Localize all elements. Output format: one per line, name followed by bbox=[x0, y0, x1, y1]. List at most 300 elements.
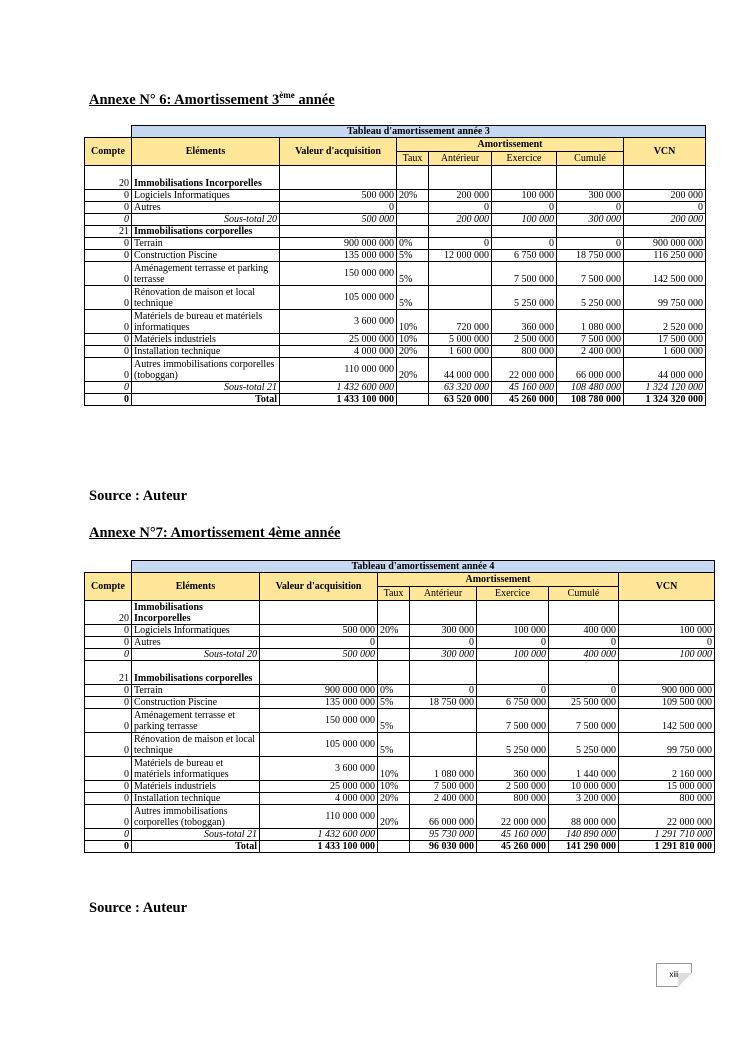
cell-exercice: 22 000 000 bbox=[492, 358, 557, 382]
cell-valeur: 110 000 000 bbox=[280, 358, 397, 382]
cell-cumule: 300 000 bbox=[557, 190, 624, 202]
cell-cumule: 3 200 000 bbox=[549, 793, 619, 805]
cell-taux: 5% bbox=[378, 697, 410, 709]
cell-compte: 0 bbox=[85, 697, 132, 709]
cell-anterieur: 0 bbox=[410, 637, 477, 649]
cell-exercice: 7 500 000 bbox=[477, 709, 549, 733]
cell-valeur: 900 000 000 bbox=[260, 685, 378, 697]
header-elements: Eléments bbox=[132, 573, 260, 601]
cell-compte: 0 bbox=[85, 334, 132, 346]
table-row bbox=[85, 286, 706, 310]
cell-cumule bbox=[557, 226, 624, 238]
cell-vcn bbox=[619, 601, 715, 625]
table-title: Tableau d'amortissement année 3 bbox=[132, 126, 706, 138]
cell-anterieur: 5 000 000 bbox=[429, 334, 492, 346]
cell-cumule: 0 bbox=[549, 685, 619, 697]
cell-vcn: 1 291 810 000 bbox=[619, 841, 715, 853]
table-row bbox=[85, 793, 715, 805]
cell-element: Autres immobilisations corporelles (toboggan) bbox=[132, 358, 280, 382]
cell-vcn: 100 000 bbox=[619, 649, 715, 661]
cell-element: Matériels industriels bbox=[132, 334, 280, 346]
cell-vcn: 200 000 bbox=[624, 190, 706, 202]
cell-vcn: 900 000 000 bbox=[619, 685, 715, 697]
cell-valeur: 3 600 000 bbox=[280, 310, 397, 334]
cell-vcn: 800 000 bbox=[619, 793, 715, 805]
cell-element: Terrain bbox=[132, 685, 260, 697]
cell-taux bbox=[397, 394, 429, 406]
cell-anterieur: 720 000 bbox=[429, 310, 492, 334]
cell-taux bbox=[378, 601, 410, 625]
cell-cumule: 18 750 000 bbox=[557, 250, 624, 262]
cell-anterieur: 63 320 000 bbox=[429, 382, 492, 394]
table-title: Tableau d'amortissement année 4 bbox=[132, 561, 715, 573]
cell-compte: 0 bbox=[85, 310, 132, 334]
annex6-heading bbox=[89, 90, 335, 109]
cell-exercice: 0 bbox=[477, 637, 549, 649]
cell-exercice: 800 000 bbox=[492, 346, 557, 358]
annex7-source: Source : Auteur bbox=[89, 900, 188, 916]
cell-cumule: 5 250 000 bbox=[557, 286, 624, 310]
table-row bbox=[85, 757, 715, 781]
cell-vcn: 2 520 000 bbox=[624, 310, 706, 334]
cell-cumule: 0 bbox=[557, 238, 624, 250]
cell-taux: 20% bbox=[397, 346, 429, 358]
cell-taux: 20% bbox=[378, 625, 410, 637]
cell-taux: 10% bbox=[378, 757, 410, 781]
cell-cumule: 2 400 000 bbox=[557, 346, 624, 358]
cell-taux: 10% bbox=[397, 310, 429, 334]
table-row bbox=[85, 637, 715, 649]
cell-compte: 0 bbox=[85, 637, 132, 649]
header-taux: Taux bbox=[378, 587, 410, 601]
table-row bbox=[85, 661, 715, 685]
cell-taux bbox=[397, 226, 429, 238]
cell-vcn: 44 000 000 bbox=[624, 358, 706, 382]
cell-valeur: 500 000 bbox=[260, 649, 378, 661]
table-row bbox=[85, 709, 715, 733]
cell-valeur: 1 433 100 000 bbox=[260, 841, 378, 853]
cell-compte: 0 bbox=[85, 829, 132, 841]
cell-element: Immobilisations corporelles bbox=[132, 226, 280, 238]
cell-taux: 5% bbox=[397, 286, 429, 310]
header-valeur: Valeur d'acquisition bbox=[280, 138, 397, 166]
cell-anterieur: 44 000 000 bbox=[429, 358, 492, 382]
table-row bbox=[85, 601, 715, 625]
cell-anterieur: 0 bbox=[429, 238, 492, 250]
cell-anterieur bbox=[429, 226, 492, 238]
cell-cumule: 7 500 000 bbox=[549, 709, 619, 733]
cell-vcn: 1 324 120 000 bbox=[624, 382, 706, 394]
cell-taux: 0% bbox=[397, 238, 429, 250]
cell-taux bbox=[378, 661, 410, 685]
cell-element: Sous-total 21 bbox=[132, 829, 260, 841]
cell-exercice: 6 750 000 bbox=[477, 697, 549, 709]
cell-exercice bbox=[477, 661, 549, 685]
cell-anterieur: 0 bbox=[410, 685, 477, 697]
cell-compte: 0 bbox=[85, 625, 132, 637]
cell-exercice: 100 000 bbox=[477, 649, 549, 661]
cell-compte: 0 bbox=[85, 358, 132, 382]
table-row bbox=[85, 238, 706, 250]
table-row bbox=[85, 649, 715, 661]
cell-element: Matériels de bureau et matériels informatiques bbox=[132, 757, 260, 781]
header-cumule: Cumulé bbox=[557, 152, 624, 166]
cell-exercice: 45 260 000 bbox=[477, 841, 549, 853]
table-row bbox=[85, 841, 715, 853]
cell-vcn: 109 500 000 bbox=[619, 697, 715, 709]
cell-exercice: 7 500 000 bbox=[492, 262, 557, 286]
cell-taux: 20% bbox=[397, 358, 429, 382]
cell-element: Total bbox=[132, 394, 280, 406]
cell-compte: 0 bbox=[85, 394, 132, 406]
table-row bbox=[85, 310, 706, 334]
cell-compte: 0 bbox=[85, 382, 132, 394]
annex6-source: Source : Auteur bbox=[89, 488, 188, 504]
cell-element: Logiciels Informatiques bbox=[132, 190, 280, 202]
cell-taux: 10% bbox=[378, 781, 410, 793]
cell-cumule: 400 000 bbox=[549, 625, 619, 637]
header-exercice: Exercice bbox=[492, 152, 557, 166]
cell-cumule: 140 890 000 bbox=[549, 829, 619, 841]
cell-element: Immobilisations Incorporelles bbox=[132, 166, 280, 190]
cell-anterieur: 200 000 bbox=[429, 214, 492, 226]
table-row bbox=[85, 697, 715, 709]
header-valeur: Valeur d'acquisition bbox=[260, 573, 378, 601]
annex6-heading-sup: ème bbox=[279, 90, 295, 100]
cell-element: Sous-total 20 bbox=[132, 649, 260, 661]
cell-exercice: 0 bbox=[492, 202, 557, 214]
cell-cumule: 66 000 000 bbox=[557, 358, 624, 382]
cell-vcn: 0 bbox=[624, 202, 706, 214]
cell-valeur: 1 433 100 000 bbox=[280, 394, 397, 406]
cell-anterieur: 0 bbox=[429, 202, 492, 214]
cell-compte: 0 bbox=[85, 781, 132, 793]
cell-compte: 0 bbox=[85, 202, 132, 214]
cell-valeur: 105 000 000 bbox=[260, 733, 378, 757]
cell-element: Sous-total 21 bbox=[132, 382, 280, 394]
cell-compte: 0 bbox=[85, 709, 132, 733]
cell-element: Logiciels Informatiques bbox=[132, 625, 260, 637]
cell-valeur: 0 bbox=[280, 202, 397, 214]
cell-element: Construction Piscine bbox=[132, 250, 280, 262]
cell-exercice: 22 000 000 bbox=[477, 805, 549, 829]
cell-compte: 0 bbox=[85, 757, 132, 781]
cell-cumule: 400 000 bbox=[549, 649, 619, 661]
cell-taux: 5% bbox=[397, 262, 429, 286]
header-anterieur: Antérieur bbox=[429, 152, 492, 166]
cell-cumule bbox=[557, 166, 624, 190]
cell-vcn: 142 500 000 bbox=[624, 262, 706, 286]
header-exercice: Exercice bbox=[477, 587, 549, 601]
cell-anterieur: 95 730 000 bbox=[410, 829, 477, 841]
header-elements: Eléments bbox=[132, 138, 280, 166]
header-compte: Compte bbox=[85, 573, 132, 601]
table-row bbox=[85, 685, 715, 697]
cell-element: Construction Piscine bbox=[132, 697, 260, 709]
cell-exercice bbox=[492, 166, 557, 190]
cell-compte: 0 bbox=[85, 238, 132, 250]
cell-anterieur bbox=[410, 601, 477, 625]
cell-element: Installation technique bbox=[132, 793, 260, 805]
cell-anterieur bbox=[410, 661, 477, 685]
cell-vcn: 99 750 000 bbox=[624, 286, 706, 310]
cell-anterieur: 12 000 000 bbox=[429, 250, 492, 262]
cell-compte: 0 bbox=[85, 262, 132, 286]
cell-taux bbox=[397, 214, 429, 226]
cell-anterieur bbox=[429, 286, 492, 310]
cell-compte: 0 bbox=[85, 685, 132, 697]
cell-anterieur bbox=[410, 709, 477, 733]
table-row bbox=[85, 250, 706, 262]
annex6-heading-suffix: année bbox=[294, 91, 335, 108]
cell-element: Matériels de bureau et matériels informatiques bbox=[132, 310, 280, 334]
cell-compte: 0 bbox=[85, 250, 132, 262]
header-vcn: VCN bbox=[619, 573, 715, 601]
cell-valeur bbox=[260, 661, 378, 685]
header-amortissement: Amortissement bbox=[397, 138, 624, 152]
cell-vcn: 200 000 bbox=[624, 214, 706, 226]
cell-anterieur: 300 000 bbox=[410, 625, 477, 637]
cell-vcn: 99 750 000 bbox=[619, 733, 715, 757]
cell-valeur: 105 000 000 bbox=[280, 286, 397, 310]
cell-exercice: 45 160 000 bbox=[477, 829, 549, 841]
cell-taux bbox=[397, 166, 429, 190]
cell-compte: 0 bbox=[85, 805, 132, 829]
table-row bbox=[85, 733, 715, 757]
cell-taux: 20% bbox=[397, 190, 429, 202]
cell-vcn: 15 000 000 bbox=[619, 781, 715, 793]
cell-cumule: 300 000 bbox=[557, 214, 624, 226]
cell-vcn bbox=[624, 226, 706, 238]
cell-anterieur: 7 500 000 bbox=[410, 781, 477, 793]
header-anterieur: Antérieur bbox=[410, 587, 477, 601]
cell-exercice: 100 000 bbox=[492, 190, 557, 202]
cell-element: Rénovation de maison et local technique bbox=[132, 286, 280, 310]
cell-taux: 5% bbox=[397, 250, 429, 262]
table-row bbox=[85, 346, 706, 358]
cell-exercice: 100 000 bbox=[492, 214, 557, 226]
cell-vcn: 900 000 000 bbox=[624, 238, 706, 250]
table-row bbox=[85, 214, 706, 226]
table-row bbox=[85, 625, 715, 637]
cell-anterieur: 63 520 000 bbox=[429, 394, 492, 406]
cell-compte: 0 bbox=[85, 649, 132, 661]
cell-compte: 0 bbox=[85, 841, 132, 853]
cell-valeur: 25 000 000 bbox=[260, 781, 378, 793]
cell-valeur: 150 000 000 bbox=[280, 262, 397, 286]
cell-cumule: 10 000 000 bbox=[549, 781, 619, 793]
cell-element: Sous-total 20 bbox=[132, 214, 280, 226]
table-row bbox=[85, 382, 706, 394]
cell-exercice: 0 bbox=[492, 238, 557, 250]
cell-valeur: 500 000 bbox=[260, 625, 378, 637]
cell-cumule: 1 080 000 bbox=[557, 310, 624, 334]
cell-anterieur: 1 600 000 bbox=[429, 346, 492, 358]
cell-valeur bbox=[280, 166, 397, 190]
cell-element: Installation technique bbox=[132, 346, 280, 358]
cell-taux: 10% bbox=[397, 334, 429, 346]
cell-compte: 20 bbox=[85, 601, 132, 625]
table-row bbox=[85, 334, 706, 346]
cell-valeur: 1 432 600 000 bbox=[260, 829, 378, 841]
cell-taux: 0% bbox=[378, 685, 410, 697]
cell-element: Immobilisations Incorporelles bbox=[132, 601, 260, 625]
cell-vcn: 0 bbox=[619, 637, 715, 649]
table-row bbox=[85, 202, 706, 214]
cell-element: Terrain bbox=[132, 238, 280, 250]
cell-valeur: 3 600 000 bbox=[260, 757, 378, 781]
cell-element: Aménagement terrasse et parking terrasse bbox=[132, 709, 260, 733]
cell-exercice: 45 160 000 bbox=[492, 382, 557, 394]
header-vcn: VCN bbox=[624, 138, 706, 166]
cell-valeur bbox=[260, 601, 378, 625]
cell-vcn: 2 160 000 bbox=[619, 757, 715, 781]
cell-vcn: 17 500 000 bbox=[624, 334, 706, 346]
cell-taux: 20% bbox=[378, 805, 410, 829]
annex6-heading-text: Annexe N° 6: Amortissement 3 bbox=[89, 91, 280, 108]
cell-vcn: 1 324 320 000 bbox=[624, 394, 706, 406]
table-row bbox=[85, 226, 706, 238]
cell-exercice: 6 750 000 bbox=[492, 250, 557, 262]
cell-cumule: 5 250 000 bbox=[549, 733, 619, 757]
cell-anterieur bbox=[429, 262, 492, 286]
table-row bbox=[85, 262, 706, 286]
cell-cumule: 7 500 000 bbox=[557, 262, 624, 286]
table-row bbox=[85, 358, 706, 382]
cell-exercice: 360 000 bbox=[477, 757, 549, 781]
cell-valeur: 135 000 000 bbox=[260, 697, 378, 709]
cell-compte: 0 bbox=[85, 286, 132, 310]
cell-vcn bbox=[624, 166, 706, 190]
cell-anterieur bbox=[410, 733, 477, 757]
cell-compte: 21 bbox=[85, 661, 132, 685]
table-row bbox=[85, 166, 706, 190]
cell-element: Aménagement terrasse et parking terrasse bbox=[132, 262, 280, 286]
cell-cumule: 7 500 000 bbox=[557, 334, 624, 346]
cell-vcn bbox=[619, 661, 715, 685]
cell-compte: 0 bbox=[85, 214, 132, 226]
cell-exercice: 360 000 bbox=[492, 310, 557, 334]
cell-cumule: 88 000 000 bbox=[549, 805, 619, 829]
header-compte: Compte bbox=[85, 138, 132, 166]
cell-element: Immobilisations corporelles bbox=[132, 661, 260, 685]
cell-cumule: 141 290 000 bbox=[549, 841, 619, 853]
cell-cumule: 0 bbox=[549, 637, 619, 649]
cell-taux: 5% bbox=[378, 733, 410, 757]
cell-valeur: 135 000 000 bbox=[280, 250, 397, 262]
cell-exercice: 800 000 bbox=[477, 793, 549, 805]
header-taux: Taux bbox=[397, 152, 429, 166]
cell-cumule: 0 bbox=[557, 202, 624, 214]
cell-element: Matériels industriels bbox=[132, 781, 260, 793]
cell-valeur: 4 000 000 bbox=[260, 793, 378, 805]
cell-compte: 20 bbox=[85, 166, 132, 190]
cell-cumule: 108 780 000 bbox=[557, 394, 624, 406]
cell-anterieur: 2 400 000 bbox=[410, 793, 477, 805]
cell-valeur: 4 000 000 bbox=[280, 346, 397, 358]
cell-anterieur: 66 000 000 bbox=[410, 805, 477, 829]
table-row bbox=[85, 829, 715, 841]
annex7-table bbox=[84, 560, 715, 853]
cell-vcn: 22 000 000 bbox=[619, 805, 715, 829]
cell-valeur: 500 000 bbox=[280, 190, 397, 202]
cell-vcn: 100 000 bbox=[619, 625, 715, 637]
header-amortissement: Amortissement bbox=[378, 573, 619, 587]
cell-valeur: 500 000 bbox=[280, 214, 397, 226]
cell-vcn: 142 500 000 bbox=[619, 709, 715, 733]
cell-taux bbox=[378, 829, 410, 841]
cell-anterieur: 96 030 000 bbox=[410, 841, 477, 853]
cell-valeur: 0 bbox=[260, 637, 378, 649]
cell-anterieur: 18 750 000 bbox=[410, 697, 477, 709]
cell-compte: 0 bbox=[85, 733, 132, 757]
cell-element: Total bbox=[132, 841, 260, 853]
cell-exercice: 0 bbox=[477, 685, 549, 697]
cell-compte: 0 bbox=[85, 793, 132, 805]
cell-exercice bbox=[477, 601, 549, 625]
cell-compte: 0 bbox=[85, 346, 132, 358]
cell-compte: 21 bbox=[85, 226, 132, 238]
cell-taux bbox=[378, 649, 410, 661]
cell-valeur: 150 000 000 bbox=[260, 709, 378, 733]
header-cumule: Cumulé bbox=[549, 587, 619, 601]
cell-anterieur bbox=[429, 166, 492, 190]
table-row bbox=[85, 190, 706, 202]
cell-taux bbox=[378, 637, 410, 649]
cell-vcn: 116 250 000 bbox=[624, 250, 706, 262]
cell-taux bbox=[397, 382, 429, 394]
cell-valeur: 25 000 000 bbox=[280, 334, 397, 346]
cell-exercice bbox=[492, 226, 557, 238]
cell-exercice: 2 500 000 bbox=[492, 334, 557, 346]
cell-taux: 20% bbox=[378, 793, 410, 805]
cell-cumule: 108 480 000 bbox=[557, 382, 624, 394]
cell-taux bbox=[397, 202, 429, 214]
cell-element: Autres bbox=[132, 202, 280, 214]
cell-vcn: 1 291 710 000 bbox=[619, 829, 715, 841]
annex7-heading: Annexe N°7: Amortissement 4ème année bbox=[89, 525, 341, 541]
cell-exercice: 45 260 000 bbox=[492, 394, 557, 406]
page-number: xiii bbox=[656, 963, 692, 987]
annex6-table bbox=[84, 125, 706, 406]
cell-taux: 5% bbox=[378, 709, 410, 733]
cell-element: Autres immobilisations corporelles (toboggan) bbox=[132, 805, 260, 829]
cell-valeur: 900 000 000 bbox=[280, 238, 397, 250]
cell-cumule bbox=[549, 661, 619, 685]
cell-anterieur: 300 000 bbox=[410, 649, 477, 661]
cell-cumule: 1 440 000 bbox=[549, 757, 619, 781]
cell-cumule: 25 500 000 bbox=[549, 697, 619, 709]
cell-valeur: 1 432 600 000 bbox=[280, 382, 397, 394]
cell-valeur bbox=[280, 226, 397, 238]
table-row bbox=[85, 781, 715, 793]
cell-exercice: 2 500 000 bbox=[477, 781, 549, 793]
cell-exercice: 5 250 000 bbox=[492, 286, 557, 310]
cell-cumule bbox=[549, 601, 619, 625]
cell-element: Rénovation de maison et local technique bbox=[132, 733, 260, 757]
cell-vcn: 1 600 000 bbox=[624, 346, 706, 358]
table-row bbox=[85, 394, 706, 406]
cell-taux bbox=[378, 841, 410, 853]
cell-exercice: 100 000 bbox=[477, 625, 549, 637]
cell-compte: 0 bbox=[85, 190, 132, 202]
cell-exercice: 5 250 000 bbox=[477, 733, 549, 757]
cell-element: Autres bbox=[132, 637, 260, 649]
table-row bbox=[85, 805, 715, 829]
cell-anterieur: 1 080 000 bbox=[410, 757, 477, 781]
cell-anterieur: 200 000 bbox=[429, 190, 492, 202]
cell-valeur: 110 000 000 bbox=[260, 805, 378, 829]
